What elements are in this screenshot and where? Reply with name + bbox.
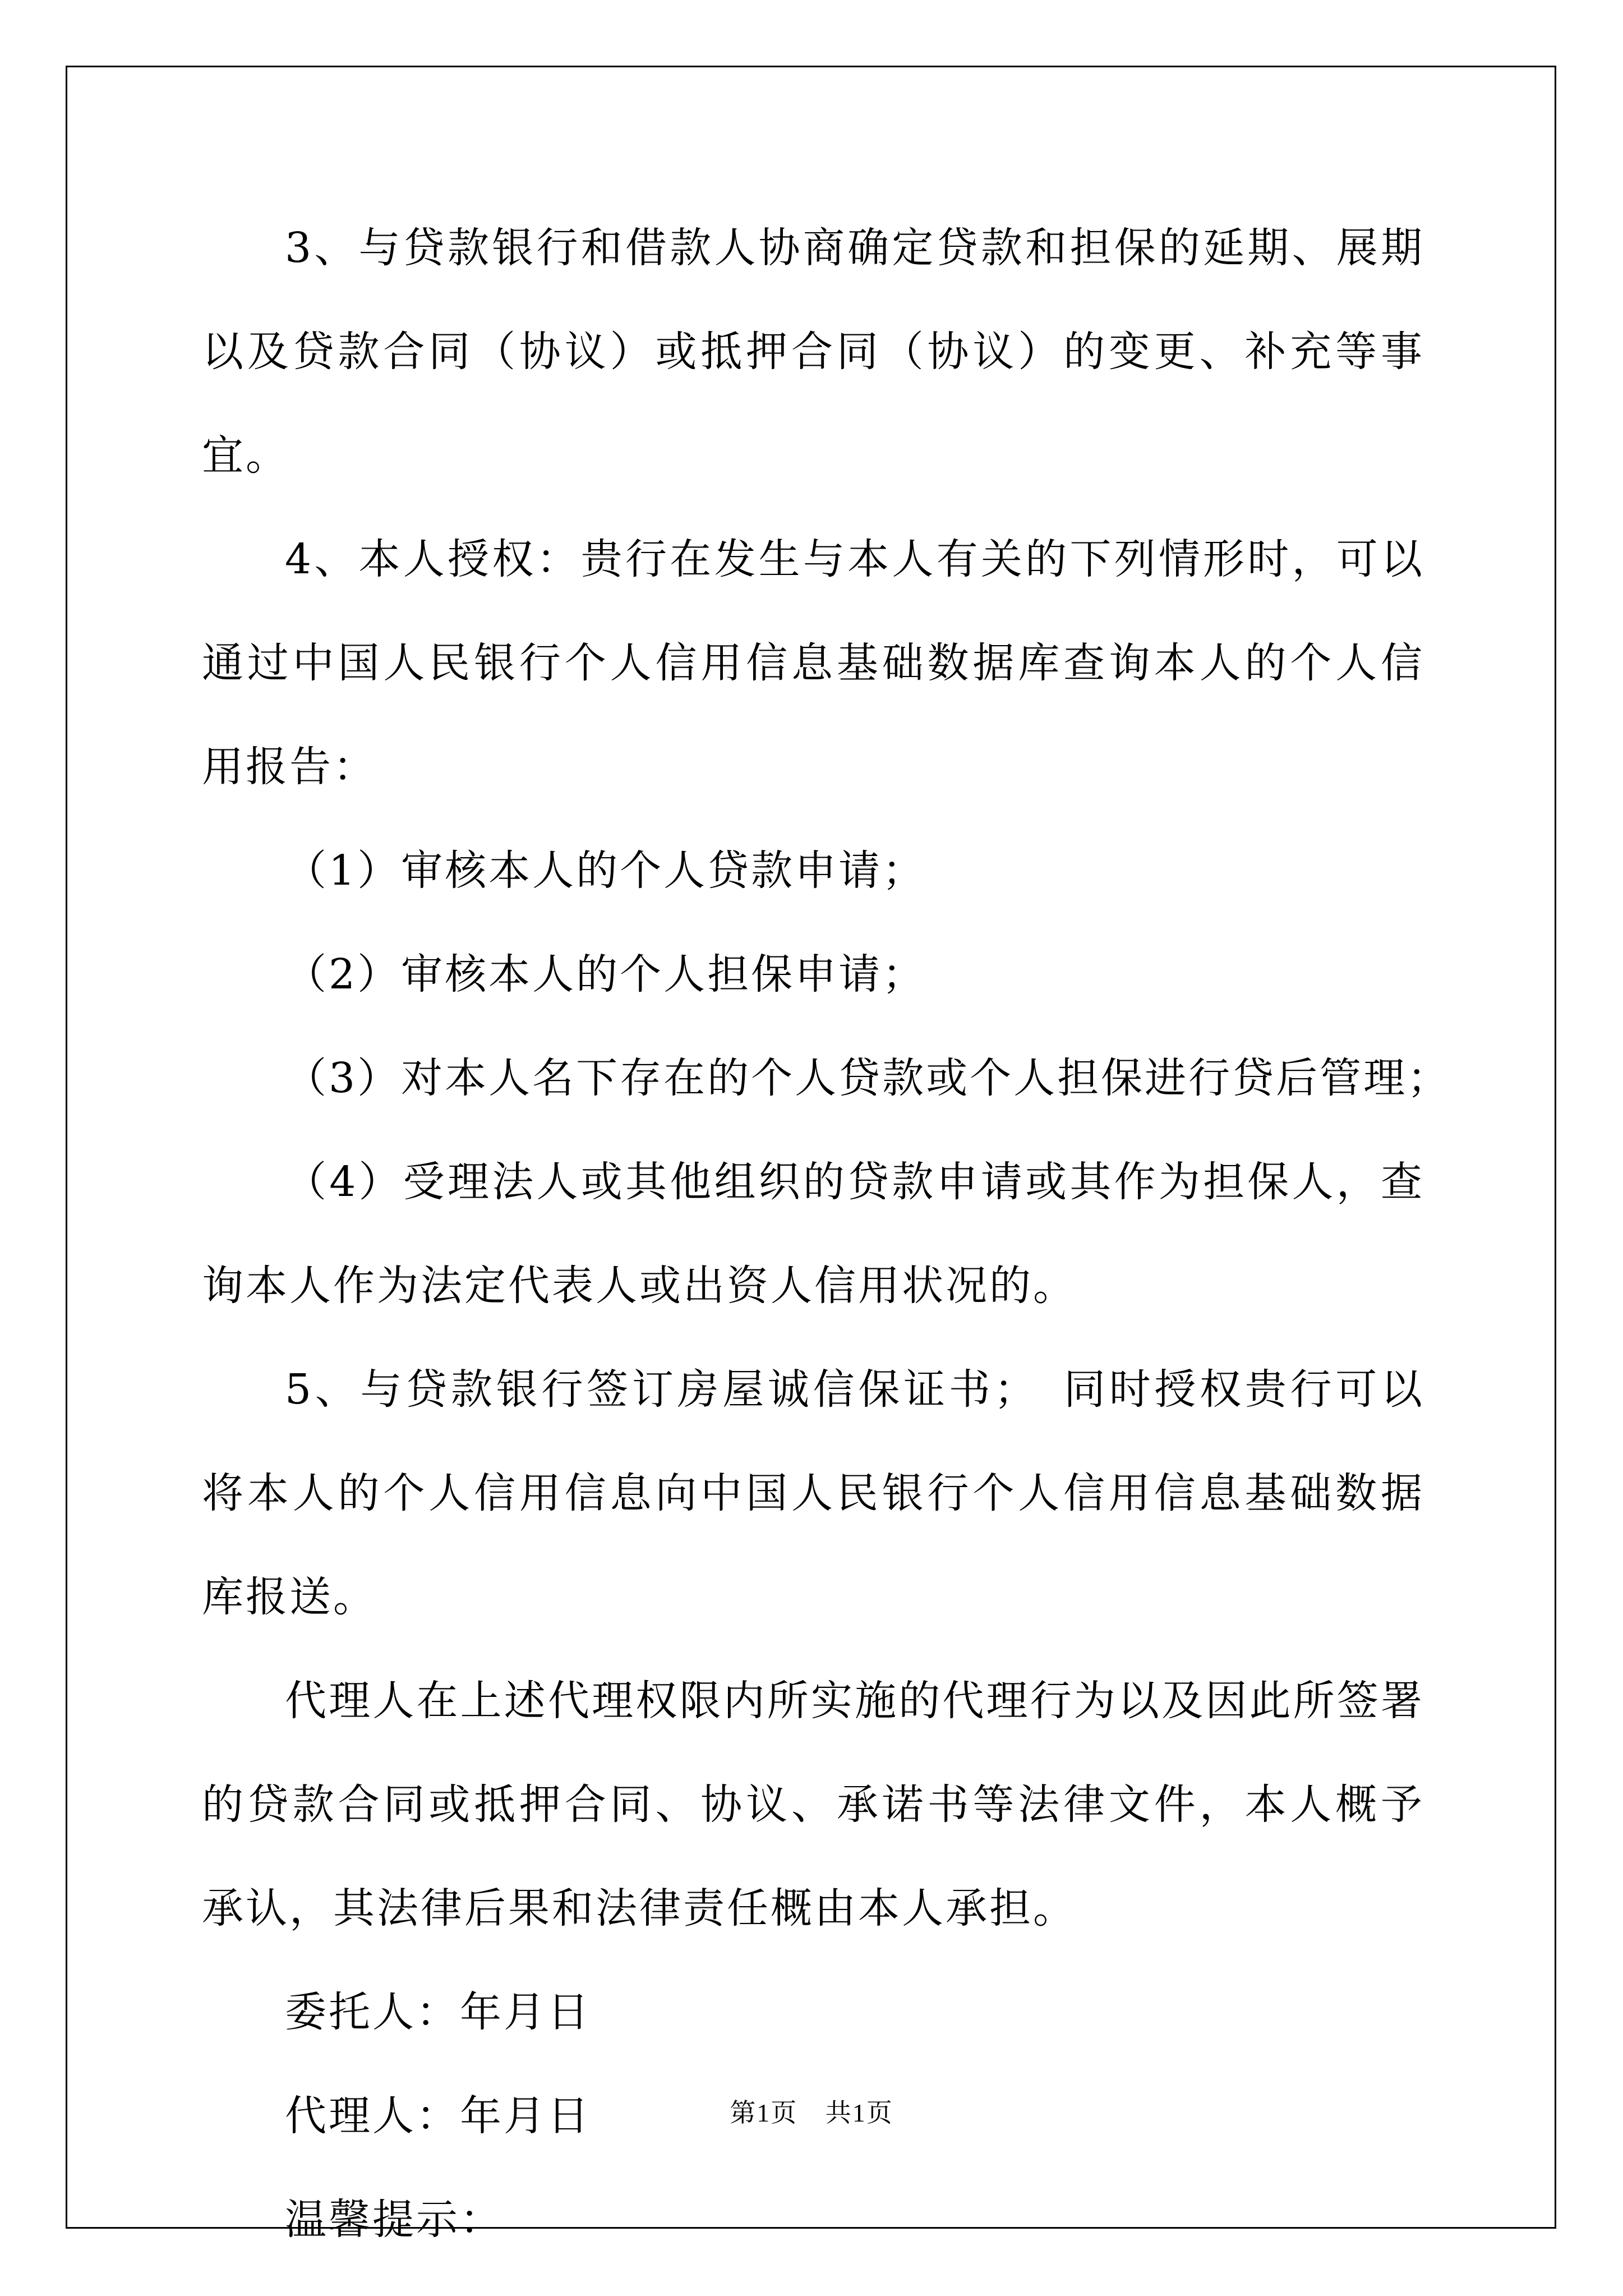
- paragraph-agent-acts: 代理人在上述代理权限内所实施的代理行为以及因此所签署的贷款合同或抵押合同、协议、承诺书等法律文件，本人概予承认，其法律后果和法律责任概由本人承担。: [202, 1677, 1424, 1932]
- list-item-2: （2）审核本人的个人担保申请；: [285, 950, 926, 999]
- principal-signature-line: 委托人：年月日: [285, 1988, 591, 2036]
- paragraph-item-3: 3、与贷款银行和借款人协商确定贷款和担保的延期、展期以及贷款合同（协议）或抵押合同（协议）的变更、补充等事宜。: [202, 224, 1424, 480]
- document-body: [202, 196, 1451, 2272]
- list-item-3: （3）对本人名下存在的个人贷款或个人担保进行贷后管理；: [285, 1054, 1451, 1102]
- list-item-4: （4）受理法人或其他组织的贷款申请或其作为担保人，查询本人作为法定代表人或出资人信用状况的。: [202, 1158, 1424, 1310]
- paragraph-item-4: 4、本人授权：贵行在发生与本人有关的下列情形时，可以通过中国人民银行个人信用信息基础数据库查询本人的个人信用报告：: [202, 535, 1424, 791]
- list-item-1: （1）审核本人的个人贷款申请；: [285, 846, 926, 895]
- agent-signature-line: 代理人：年月日: [285, 2092, 591, 2140]
- paragraph-item-5: 5、与贷款银行签订房屋诚信保证书； 同时授权贵行可以将本人的个人信用信息向中国人民银行个人信用信息基础数据库报送。: [202, 1365, 1424, 1621]
- reminder-heading: 温馨提示：: [285, 2196, 504, 2244]
- page-number: 第1页: [730, 2099, 798, 2127]
- total-pages: 共1页: [825, 2099, 893, 2127]
- page-footer: [0, 2092, 1623, 2129]
